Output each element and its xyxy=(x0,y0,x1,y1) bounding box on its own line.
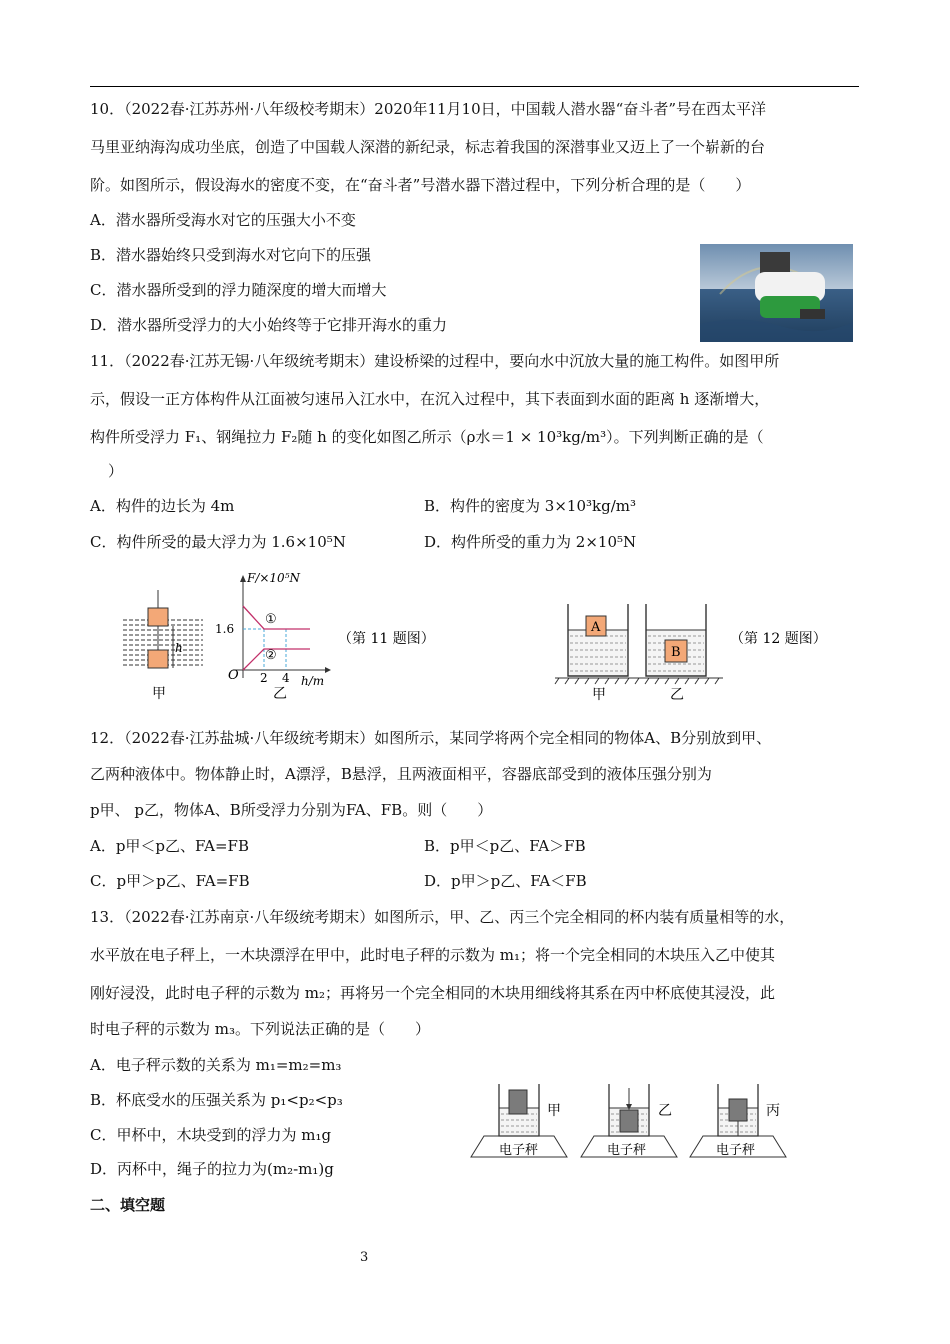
q11-figure xyxy=(115,570,535,702)
q10-option-c: C．潜水器所受到的浮力随深度的增大而增大 xyxy=(90,281,387,299)
container-jia xyxy=(568,604,628,676)
q11-option-a: A．构件的边长为 4m xyxy=(90,497,235,515)
q13-option-c: C．甲杯中，木块受到的浮力为 m₁g xyxy=(90,1126,332,1144)
cup-bing xyxy=(718,1084,758,1136)
x-tick-label-2: 2 xyxy=(260,671,268,685)
label-yi: 乙 xyxy=(670,687,684,703)
q10-option-a: A．潜水器所受海水对它的压强大小不变 xyxy=(90,211,356,229)
origin-label: O xyxy=(228,668,239,683)
label-jia: 甲 xyxy=(592,687,606,703)
q10-option-d: D．潜水器所受浮力的大小始终等于它排开海水的重力 xyxy=(90,316,448,334)
h-label: h xyxy=(175,641,183,655)
q10-line2: 马里亚纳海沟成功坐底，创造了中国载人深潜的新纪录，标志着我国的深潜事业又迈上了一个崭新的台 xyxy=(90,138,766,156)
q12-figure xyxy=(555,600,855,705)
q11-option-d: D．构件所受的重力为 2×10⁵N xyxy=(424,533,637,551)
q12-line2: 乙两种液体中。物体静止时，A漂浮，B悬浮，且两液面相平，容器底部受到的液体压强分别为 xyxy=(90,765,712,783)
q12-option-d: D．p甲＞p乙、FA＜FB xyxy=(424,872,587,890)
q11-line1: 11．（2022春·江苏无锡·八年级统考期末）建设桥梁的过程中，要向水中沉放大量的施工构件。如图甲所 xyxy=(90,352,780,370)
cup-label-bing: 丙 xyxy=(766,1103,780,1119)
q12-option-b: B．p甲＜p乙、FA＞FB xyxy=(424,837,586,855)
section-title-fill-in: 二、填空题 xyxy=(90,1196,166,1214)
q10-line1: 10．（2022春·江苏苏州·八年级校考期末）2020年11月10日，中国载人潜水器“奋斗者”号在西太平洋 xyxy=(90,100,766,118)
q13-option-a: A．电子秤示数的关系为 m₁=m₂=m₃ xyxy=(90,1056,342,1074)
x-axis-label: h/m xyxy=(301,674,325,688)
curve-2-label: ② xyxy=(265,648,277,663)
page-number: 3 xyxy=(360,1250,369,1265)
ground-hatching xyxy=(555,678,719,684)
q12-line3: p甲、 p乙，物体A、B所受浮力分别为FA、FB。则（ ） xyxy=(90,801,493,819)
q13-option-b: B．杯底受水的压强关系为 p₁<p₂<p₃ xyxy=(90,1091,343,1109)
submersible-photo xyxy=(700,244,853,342)
curve-1-label: ① xyxy=(265,612,277,627)
q10-option-b: B．潜水器始终只受到海水对它向下的压强 xyxy=(90,246,372,264)
wood-block xyxy=(620,1110,638,1132)
cup-yi xyxy=(609,1084,649,1136)
q13-option-d: D．丙杯中，绳子的拉力为(m₂-m₁)g xyxy=(90,1160,334,1178)
y-axis-label: F/×10⁵N xyxy=(247,571,301,585)
q11-figure-caption: （第 11 题图） xyxy=(338,631,435,647)
q12-line1: 12．（2022春·江苏盐城·八年级统考期末）如图所示，某同学将两个完全相同的物体A、B分别放到甲、 xyxy=(90,729,772,747)
label-jia: 甲 xyxy=(152,686,166,702)
q13-line1: 13．（2022春·江苏南京·八年级统考期末）如图所示，甲、乙、丙三个完全相同的杯内装有质量相等的水， xyxy=(90,908,795,926)
label-yi: 乙 xyxy=(273,686,287,702)
q12-figure-caption: （第 12 题图） xyxy=(730,631,827,647)
y-axis-arrow xyxy=(240,575,246,582)
x-tick-label-4: 4 xyxy=(282,671,290,685)
q11-line3: 构件所受浮力 F₁、钢绳拉力 F₂随 h 的变化如图乙所示（ρ水＝1 × 10³kg/m³）。下列判断正确的是（ xyxy=(90,428,764,446)
y-tick-label: 1.6 xyxy=(215,622,235,636)
q12-option-c: C．p甲＞p乙、FA=FB xyxy=(90,872,250,890)
q10-line3: 阶。如图所示，假设海水的密度不变，在“奋斗者”号潜水器下潜过程中，下列分析合理的是（ ） xyxy=(90,176,751,194)
cup-label-jia: 甲 xyxy=(547,1103,561,1119)
q13-line4: 时电子秤的示数为 m₃。下列说法正确的是（ ） xyxy=(90,1020,431,1038)
q11-option-b: B．构件的密度为 3×10³kg/m³ xyxy=(424,497,636,515)
q13-line3: 刚好浸没，此时电子秤的示数为 m₂；再将另一个完全相同的木块用细线将其系在丙中杯底使其浸没，此 xyxy=(90,984,776,1002)
block-top xyxy=(148,608,168,626)
scale-label: 电子秤 xyxy=(716,1143,756,1158)
object-a-label: A xyxy=(591,620,601,635)
block-bottom xyxy=(148,650,168,668)
wood-block xyxy=(729,1099,747,1121)
q12-option-a: A．p甲＜p乙、FA=FB xyxy=(90,837,249,855)
q11-line4: ） xyxy=(108,462,124,480)
q11-option-c: C．构件所受的最大浮力为 1.6×10⁵N xyxy=(90,533,346,551)
cup-jia xyxy=(499,1084,539,1136)
scale-label: 电子秤 xyxy=(607,1143,647,1158)
object-b-label: B xyxy=(671,645,681,660)
cup-label-yi: 乙 xyxy=(658,1103,672,1119)
x-axis-arrow xyxy=(325,667,331,673)
q11-line2: 示，假设一正方体构件从江面被匀速吊入江水中，在沉入过程中，其下表面到水面的距离 h 逐渐增大， xyxy=(90,390,770,408)
q13-line2: 水平放在电子秤上，一木块漂浮在甲中，此时电子秤的示数为 m₁；将一个完全相同的木块压入乙中使其 xyxy=(90,946,776,964)
scale-label: 电子秤 xyxy=(499,1143,539,1158)
wood-block xyxy=(509,1090,527,1114)
q13-figure xyxy=(468,1082,818,1162)
header-rule xyxy=(90,86,859,87)
